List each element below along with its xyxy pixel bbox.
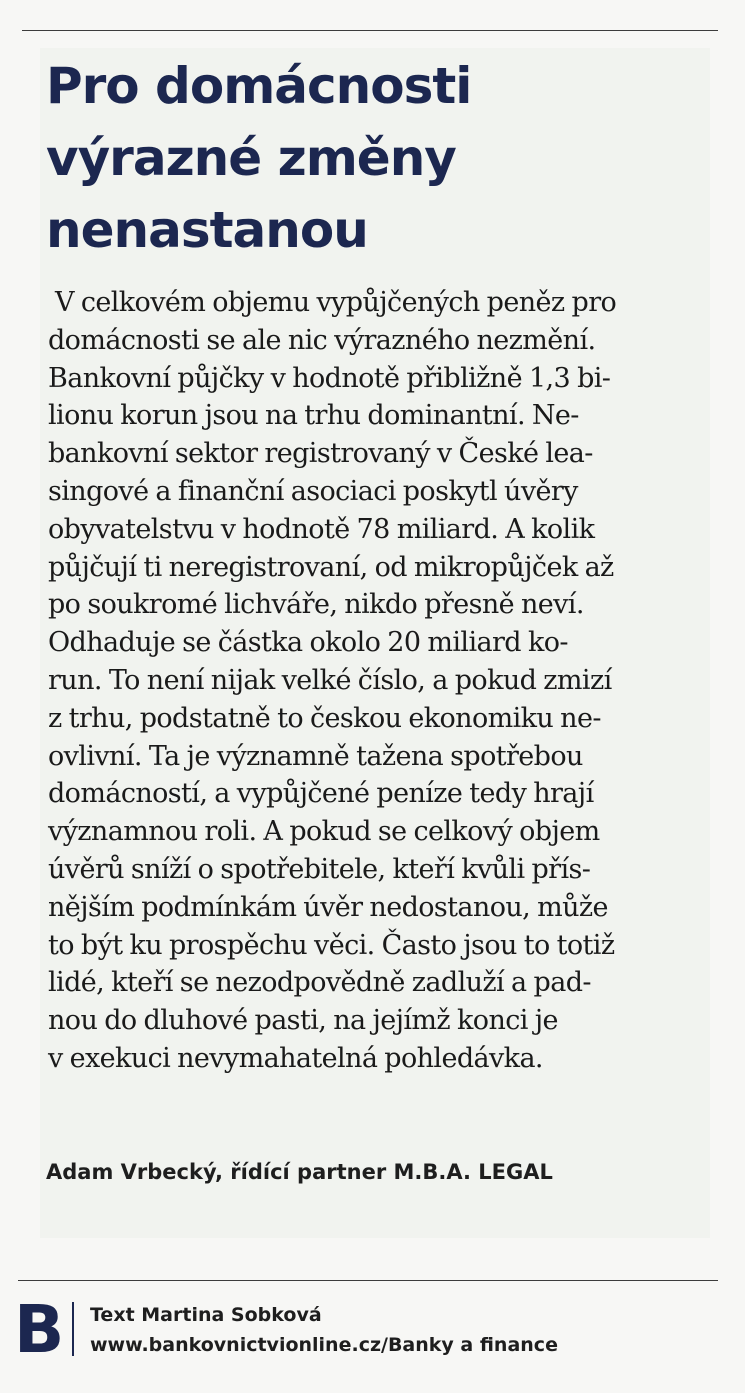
body-line: Odhaduje se částka okolo 20 miliard ko- [48,627,568,659]
magazine-logo: B [14,1291,65,1368]
author-byline: Adam Vrbecký, řídící partner M.B.A. LEGAL [46,1160,553,1184]
body-line: v exekuci nevymahatelná pohledávka. [48,1042,543,1074]
headline [46,50,706,266]
body-line: půjčují ti neregistrovaní, od mikropůjček až [48,551,614,583]
headline-line: nenastanou [46,201,368,259]
body-line: domácností, a vypůjčené peníze tedy hrají [48,778,594,810]
text-credit: Text Martina Sobková [90,1304,322,1326]
body-line: významnou roli. A pokud se celkový objem [48,816,600,848]
body-line: singové a finanční asociaci poskytl úvěry [48,475,578,507]
logo-divider [72,1302,74,1356]
body-line: ovlivní. Ta je významně tažena spotřebou [48,740,583,772]
body-line: run. To není nijak velké číslo, a pokud zmizí [48,664,612,696]
body-line: z trhu, podstatně to českou ekonomiku ne- [48,702,601,734]
body-line: úvěrů sníží o spotřebitele, kteří kvůli přís- [48,853,591,885]
body-line: V celkovém objemu vypůjčených peněz pro [48,287,617,318]
body-line: Bankovní půjčky v hodnotě přibližně 1,3 bi- [48,362,611,394]
top-divider [22,30,718,31]
body-line: lionu korun jsou na trhu dominantní. Ne- [48,400,579,432]
headline-line: Pro domácnosti [46,57,472,115]
body-line: po soukromé lichváře, nikdo přesně neví. [48,589,584,621]
body-line: bankovní sektor registrovaný v České lea- [48,438,593,470]
body-line: nou do dluhové pasti, na jejímž konci je [48,1005,558,1037]
body-line: lidé, kteří se nezodpovědně zadluží a pad- [48,967,591,999]
article-body [48,284,708,1078]
body-line: obyvatelstvu v hodnotě 78 miliard. A kolik [48,513,595,545]
source-url: www.bankovnictvionline.cz/Banky a finance [90,1334,558,1356]
body-line: nějším podmínkám úvěr nedostanou, může [48,891,608,923]
bottom-divider [18,1280,718,1281]
headline-line: výrazné změny [46,129,456,187]
body-line: to být ku prospěchu věci. Často jsou to totiž [48,929,615,961]
body-line: domácnosti se ale nic výrazného nezmění. [48,324,596,356]
